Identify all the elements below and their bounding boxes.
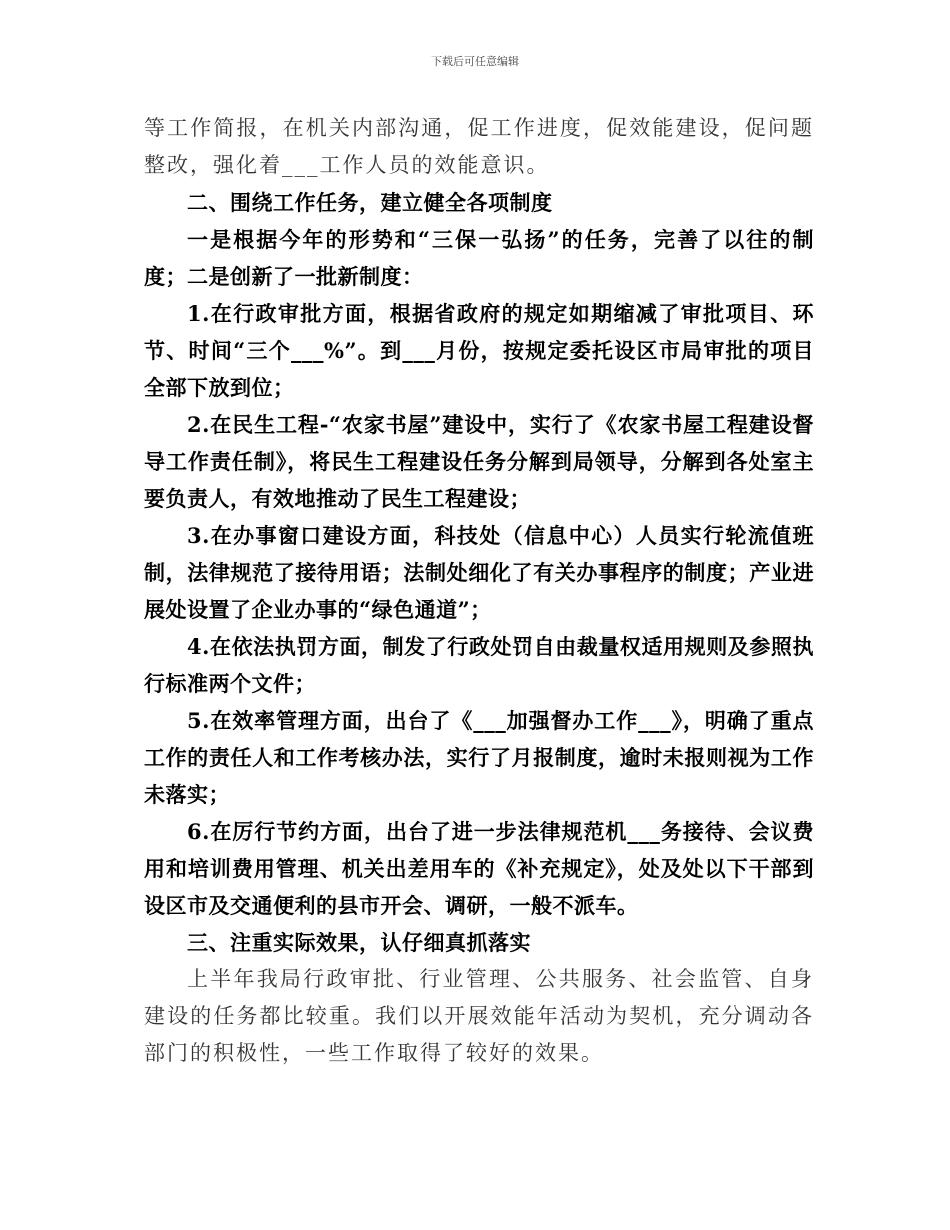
list-item-3: 3.在办事窗口建设方面，科技处（信息中心）人员实行轮流值班制，法律规范了接待用语；法制处细化了有关办事程序的制度；产业进展处设置了企业办事的“绿色通道”； — [144, 523, 814, 622]
paragraph-overview: 一是根据今年的形势和“三保一弘扬”的任务，完善了以往的制度；二是创新了一批新制度： — [144, 227, 814, 289]
section-heading-2: 二、围绕工作任务，建立健全各项制度 — [187, 190, 553, 215]
page-header: 下载后可任意编辑 — [431, 55, 519, 68]
list-item-5: 5.在效率管理方面，出台了《___加强督办工作___》，明确了重点工作的责任人和工作考核办法，实行了月报制度，逾时未报则视为工作未落实； — [144, 708, 814, 807]
paragraph-intro: 等工作简报，在机关内部沟通，促工作进度，促效能建设，促问题整改，强化着___工作人员的效能意识。 — [144, 116, 814, 177]
document-body — [144, 110, 814, 1072]
list-item-1: 1.在行政审批方面，根据省政府的规定如期缩减了审批项目、环节、时间“三个___%”。到___月份，按规定委托设区市局审批的项目全部下放到位； — [144, 301, 814, 400]
list-item-6: 6.在厉行节约方面，出台了进一步法律规范机___务接待、会议费用和培训费用管理、机关出差用车的《补充规定》，处及处以下干部到设区市及交通便利的县市开会、调研，一般不派车。 — [144, 819, 814, 918]
list-item-2: 2.在民生工程-“农家书屋”建设中，实行了《农家书屋工程建设督导工作责任制》，将民生工程建设任务分解到局领导，分解到各处室主要负责人，有效地推动了民生工程建设； — [144, 412, 814, 511]
list-item-4: 4.在依法执罚方面，制发了行政处罚自由裁量权适用规则及参照执行标准两个文件； — [144, 634, 814, 696]
paragraph-closing: 上半年我局行政审批、行业管理、公共服务、社会监管、自身建设的任务都比较重。我们以开展效能年活动为契机，充分调动各部门的积极性，一些工作取得了较好的效果。 — [144, 967, 814, 1065]
section-heading-3: 三、注重实际效果，认仔细真抓落实 — [187, 930, 531, 955]
